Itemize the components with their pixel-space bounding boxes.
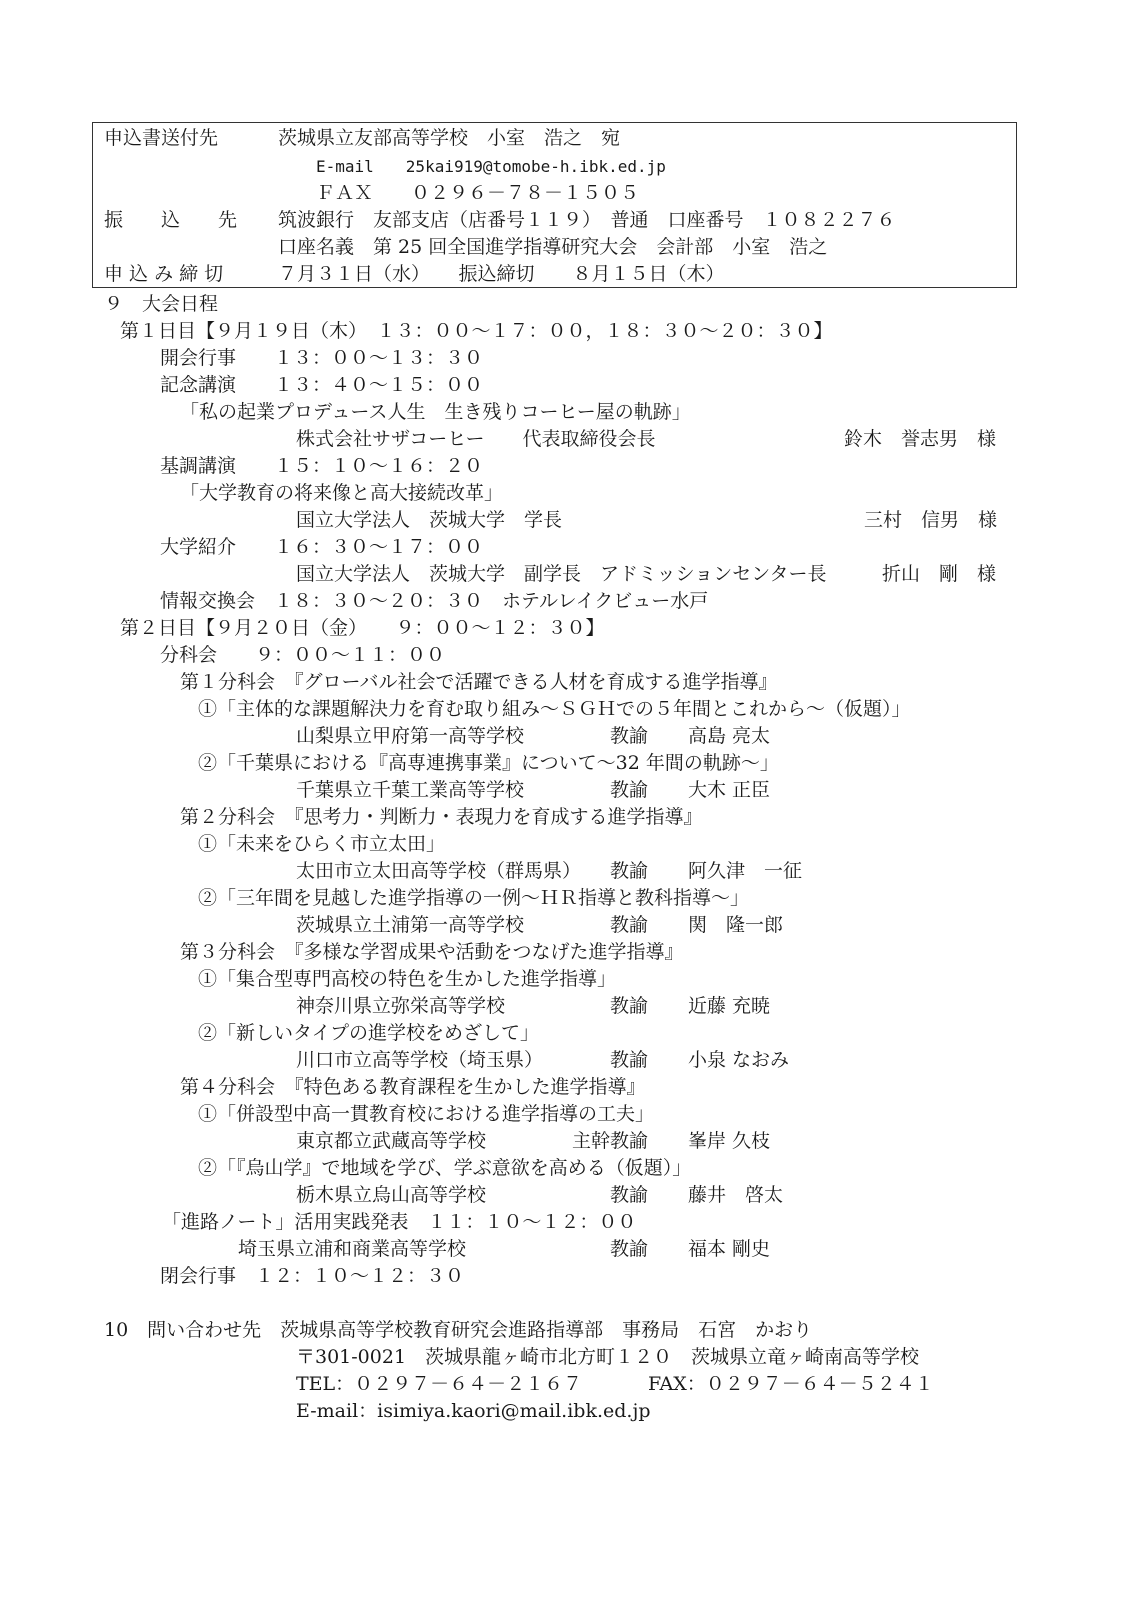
contact-fax: FAX：０２９７－６４－５２４１: [648, 1373, 934, 1395]
session2-talk1-name: 阿久津 一征: [688, 860, 803, 882]
session4-heading: 第４分科会 『特色ある教育課程を生かした進学指導』: [180, 1076, 646, 1098]
keynote-lecture-org: 国立大学法人 茨城大学 学長: [296, 509, 563, 531]
university-intro-speaker: 折山 剛 様: [882, 563, 997, 585]
career-notebook-school: 埼玉県立浦和商業高等学校: [238, 1238, 467, 1260]
deadline-value: ７月３１日（水） 振込締切 ８月１５日（木）: [278, 263, 725, 285]
session4-talk2-school: 栃木県立烏山高等学校: [296, 1184, 487, 1206]
application-fax: ＦＡＸ ０２９６－７８－１５０５: [316, 182, 640, 204]
session1-talk1: ①「主体的な課題解決力を育む取り組み～ＳＧＨでの５年間とこれから～（仮題）」: [198, 698, 911, 720]
schedule-heading: ９ 大会日程: [104, 293, 219, 315]
university-intro: 大学紹介 １６：３０～１７：００: [160, 536, 484, 558]
deadline-label: 申 込 み 締 切: [104, 263, 224, 285]
session2-talk1-role: 教諭: [610, 860, 649, 882]
session3-talk1-role: 教諭: [610, 995, 649, 1017]
transfer-account-name: 口座名義 第 25 回全国進学指導研究大会 会計部 小室 浩之: [278, 236, 828, 258]
breakout-sessions: 分科会 ９：００～１１：００: [160, 644, 446, 666]
session2-heading: 第２分科会 『思考力・判断力・表現力を育成する進学指導』: [180, 806, 703, 828]
keynote-lecture: 基調講演 １５：１０～１６：２０: [160, 455, 484, 477]
session2-talk2-role: 教諭: [610, 914, 649, 936]
session3-talk2-role: 教諭: [610, 1049, 649, 1071]
session4-talk2: ②「『烏山学』で地域を学び、学ぶ意欲を高める（仮題）」: [198, 1157, 692, 1179]
application-email: E-mail 25kai919@tomobe-h.ibk.ed.jp: [316, 157, 666, 176]
contact-address: 〒301-0021 茨城県龍ヶ崎市北方町１２０ 茨城県立竜ヶ崎南高等学校: [296, 1346, 920, 1368]
session4-talk2-name: 藤井 啓太: [688, 1184, 784, 1206]
university-intro-org: 国立大学法人 茨城大学 副学長 アドミッションセンター長: [296, 563, 827, 585]
session1-heading: 第１分科会 『グローバル社会で活躍できる人材を育成する進学指導』: [180, 671, 778, 693]
session4-talk1: ①「併設型中高一貫教育校における進学指導の工夫」: [198, 1103, 655, 1125]
session2-talk2-name: 関 隆一郎: [688, 914, 784, 936]
session1-talk2: ②「千葉県における『高専連携事業』について～32 年間の軌跡～」: [198, 752, 779, 774]
keynote-lecture-title: 「大学教育の将来像と高大接続改革」: [180, 482, 504, 504]
session4-talk1-name: 峯岸 久枝: [688, 1130, 771, 1152]
session3-heading: 第３分科会 『多様な学習成果や活動をつなげた進学指導』: [180, 941, 684, 963]
session3-talk1-school: 神奈川県立弥栄高等学校: [296, 995, 506, 1017]
info-exchange: 情報交換会 １８：３０～２０：３０ ホテルレイクビュー水戸: [160, 590, 709, 612]
session3-talk2-name: 小泉 なおみ: [688, 1049, 790, 1071]
session1-talk1-role: 教諭: [610, 725, 649, 747]
session2-talk2: ②「三年間を見越した進学指導の一例～ＨＲ指導と教科指導～」: [198, 887, 750, 909]
session1-talk1-name: 高島 亮太: [688, 725, 771, 747]
career-notebook-name: 福本 剛史: [688, 1238, 771, 1260]
application-destination-value: 茨城県立友部高等学校 小室 浩之 宛: [278, 127, 621, 149]
contact-email: E-mail：isimiya.kaori@mail.ibk.ed.jp: [296, 1400, 651, 1422]
career-notebook-role: 教諭: [610, 1238, 649, 1260]
session1-talk1-school: 山梨県立甲府第一高等学校: [296, 725, 525, 747]
closing-ceremony: 閉会行事 １２：１０～１２：３０: [160, 1265, 465, 1287]
session2-talk1: ①「未来をひらく市立太田」: [198, 833, 446, 855]
session1-talk2-school: 千葉県立千葉工業高等学校: [296, 779, 525, 801]
application-destination-label: 申込書送付先: [104, 127, 219, 149]
memorial-lecture-title: 「私の起業プロデュース人生 生き残りコーヒー屋の軌跡」: [180, 401, 691, 423]
keynote-lecture-speaker: 三村 信男 様: [864, 509, 998, 531]
opening-ceremony: 開会行事 １３：００～１３：３０: [160, 347, 484, 369]
session3-talk1-name: 近藤 充暁: [688, 995, 771, 1017]
contact-tel: TEL：０２９７－６４－２１６７: [296, 1373, 583, 1395]
day2-heading: 第２日目【９月２０日（金） ９：００～１２：３０】: [120, 617, 605, 639]
session1-talk2-role: 教諭: [610, 779, 649, 801]
session1-talk2-name: 大木 正臣: [688, 779, 771, 801]
session3-talk2-school: 川口市立高等学校（埼玉県）: [296, 1049, 544, 1071]
session2-talk2-school: 茨城県立土浦第一高等学校: [296, 914, 525, 936]
transfer-label: 振 込 先: [104, 209, 238, 231]
memorial-lecture-speaker: 鈴木 誉志男 様: [844, 428, 997, 450]
contact-heading: 10 問い合わせ先 茨城県高等学校教育研究会進路指導部 事務局 石宮 かおり: [104, 1319, 813, 1341]
transfer-bank: 筑波銀行 友部支店（店番号１１９） 普通 口座番号 １０８２２７６: [278, 209, 896, 231]
session3-talk1: ①「集合型専門高校の特色を生かした進学指導」: [198, 968, 617, 990]
session2-talk1-school: 太田市立太田高等学校（群馬県）: [296, 860, 582, 882]
session4-talk1-school: 東京都立武蔵高等学校: [296, 1130, 487, 1152]
memorial-lecture: 記念講演 １３：４０～１５：００: [160, 374, 484, 396]
session4-talk1-role: 主幹教諭: [572, 1130, 649, 1152]
session4-talk2-role: 教諭: [610, 1184, 649, 1206]
career-notebook-presentation: 「進路ノート」活用実践発表 １１：１０～１２：００: [162, 1211, 637, 1233]
day1-heading: 第１日目【９月１９日（木） １３：００～１７：００，１８：３０～２０：３０】: [120, 320, 833, 342]
memorial-lecture-org: 株式会社サザコーヒー 代表取締役会長: [296, 428, 656, 450]
session3-talk2: ②「新しいタイプの進学校をめざして」: [198, 1022, 540, 1044]
